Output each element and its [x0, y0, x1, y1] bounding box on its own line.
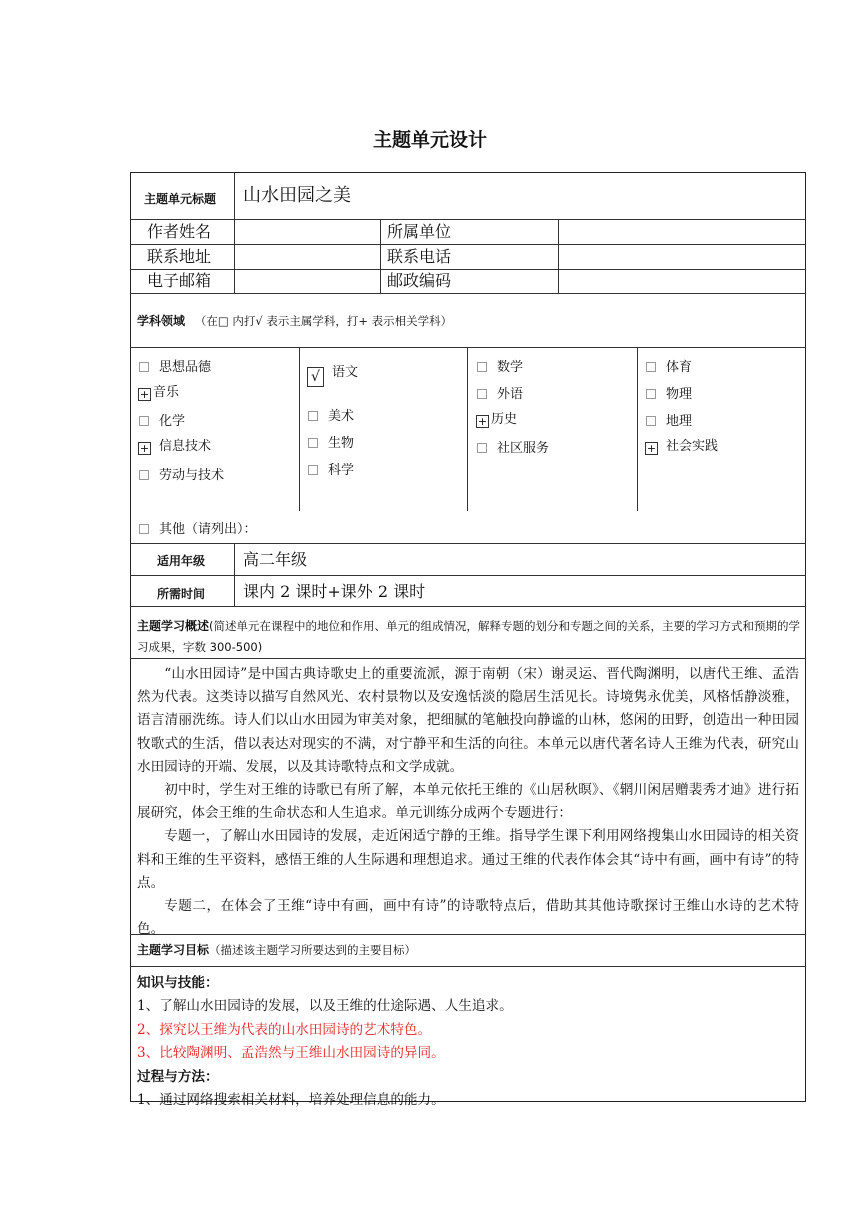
col-divider: [234, 172, 235, 293]
subject-option[interactable]: [476, 413, 517, 428]
subject-other[interactable]: [139, 523, 257, 536]
subject-name: 思想品德: [159, 360, 212, 375]
checkbox-empty: [477, 389, 487, 399]
checkbox-plus: +: [646, 442, 657, 455]
subject-option[interactable]: [308, 410, 354, 423]
goals-hint: （描述该主题学习所要达到的主要目标）: [209, 943, 417, 957]
subject-name: 生物: [328, 436, 355, 451]
subject-option[interactable]: [307, 366, 358, 387]
phone-label: 联系电话: [387, 247, 452, 266]
row-divider: [130, 293, 806, 294]
affiliation-label: 所属单位: [387, 222, 452, 241]
checkbox-empty: [646, 389, 656, 399]
subject-name: 体育: [666, 360, 693, 375]
time-label: 所需时间: [157, 587, 206, 601]
subject-other-label: 其他（请列出）：: [159, 522, 257, 537]
checkbox-plus: +: [477, 415, 488, 428]
checkbox-empty: [308, 411, 318, 421]
checkbox-empty: [308, 465, 318, 475]
subject-option[interactable]: [139, 415, 185, 428]
goals-body: [137, 972, 799, 1112]
row-divider: [130, 966, 806, 967]
checkbox-empty: [646, 416, 656, 426]
time-value: 课内 2 课时+课外 2 课时: [243, 582, 426, 601]
document-title: 主题单元设计: [372, 129, 487, 151]
overview-header: [137, 616, 801, 658]
row-divider: [130, 269, 806, 270]
checkbox-empty: [646, 362, 656, 372]
grade-label: 适用年级: [157, 554, 206, 568]
checkbox-empty: [139, 362, 149, 372]
overview-paragraph: “山水田园诗”是中国古典诗歌史上的重要流派，源于南朝（宋）谢灵运、晋代陶渊明，以唐代王维、孟浩然为代表。这类诗以描写自然风光、农村景物以及安逸恬淡的隐居生活见长。诗境隽永优美，风格恬静淡雅，语言清丽洗练。诗人们以山水田园为审美对象，把细腻的笔触投向静谧的山林，悠闲的田野，创造出一种田园牧歌式的生活，借以表达对现实的不满，对宁静平和生活的向往。本单元以唐代著名诗人王维为代表，研究山水田园诗的开端、发展，以及其诗歌特点和文学成就。: [137, 666, 799, 775]
subject-option[interactable]: [139, 469, 224, 482]
subject-area-header: [137, 315, 452, 328]
subject-name: 信息技术: [159, 439, 212, 454]
col-divider: [299, 347, 300, 511]
checkbox-empty: [477, 362, 487, 372]
subject-option[interactable]: [645, 440, 718, 455]
row-divider: [130, 347, 806, 348]
goal-item-highlighted: 2、探究以王维为代表的山水田园诗的艺术特色。: [137, 1021, 432, 1038]
col-divider: [234, 543, 235, 606]
checkbox-plus: +: [139, 388, 150, 401]
overview-body: [137, 663, 799, 941]
subject-option[interactable]: [477, 442, 549, 455]
col-divider: [467, 347, 468, 511]
goal-item: 1、通过网络搜索相关材料，培养处理信息的能力。: [137, 1092, 445, 1109]
knowledge-heading: 知识与技能：: [137, 975, 219, 991]
row-divider: [130, 244, 806, 245]
subject-name: 化学: [159, 414, 186, 429]
checkbox-empty: [139, 416, 149, 426]
row-divider: [130, 543, 806, 544]
row-divider: [130, 219, 806, 220]
col-divider: [637, 347, 638, 511]
subject-name: 历史: [491, 412, 518, 427]
subject-option[interactable]: [646, 388, 692, 401]
subject-area-hint: （在□ 内打√ 表示主属学科，打+ 表示相关学科）: [194, 314, 453, 328]
subject-name: 外语: [497, 387, 524, 402]
subject-area-label: 学科领域: [137, 314, 186, 328]
subject-name: 科学: [328, 463, 355, 478]
subject-name: 地理: [666, 414, 693, 429]
overview-label: 主题学习概述: [137, 619, 210, 633]
unit-title-label: 主题单元标题: [144, 192, 217, 206]
row-divider: [130, 606, 806, 607]
checkbox-empty: [139, 470, 149, 480]
address-label: 联系地址: [147, 247, 212, 266]
goal-item-highlighted: 3、比较陶渊明、孟浩然与王维山水田园诗的异同。: [137, 1045, 445, 1062]
email-label: 电子邮箱: [147, 271, 212, 290]
process-heading: 过程与方法：: [137, 1068, 219, 1085]
subject-name: 物理: [666, 387, 693, 402]
postcode-label: 邮政编码: [387, 271, 452, 290]
checkbox-checked: √: [307, 367, 324, 387]
subject-option[interactable]: [308, 464, 354, 477]
unit-title-value: 山水田园之美: [243, 185, 351, 206]
checkbox-empty: [477, 443, 487, 453]
col-divider: [558, 219, 559, 293]
goal-item: 1、了解山水田园诗的发展，以及王维的仕途际遇、人生追求。: [137, 998, 513, 1015]
subject-name: 社会实践: [666, 439, 719, 454]
row-divider: [130, 658, 806, 659]
row-divider: [130, 575, 806, 576]
overview-hint: (简述单元在课程中的地位和作用、单元的组成情况，解释专题的划分和专题之间的关系，主要的学习方式和预期的学习成果，字数 300-500): [137, 619, 800, 654]
grade-value: 高二年级: [243, 550, 308, 569]
checkbox-empty: [139, 524, 149, 534]
overview-paragraph: 专题一，了解山水田园诗的发展，走近闲适宁静的王维。指导学生课下利用网络搜集山水田园诗的相关资料和王维的生平资料，感悟王维的人生际遇和理想追求。通过王维的代表作体会其“诗中有画，画中有诗”的特点。: [137, 828, 799, 891]
col-divider: [380, 219, 381, 293]
subject-name: 劳动与技术: [159, 468, 225, 483]
subject-name: 美术: [328, 409, 355, 424]
overview-paragraph: 初中时，学生对王维的诗歌已有所了解，本单元依托王维的《山居秋暝》、《辋川闲居赠裴秀才迪》进行拓展研究，体会王维的生命状态和人生追求。单元训练分成两个专题进行：: [137, 782, 799, 822]
checkbox-plus: +: [139, 442, 150, 455]
subject-name: 语文: [332, 365, 359, 380]
author-label: 作者姓名: [147, 222, 212, 241]
subject-option[interactable]: [646, 361, 692, 374]
checkbox-empty: [308, 438, 318, 448]
subject-option[interactable]: [646, 415, 692, 428]
subject-name: 数学: [497, 360, 524, 375]
subject-option[interactable]: [477, 361, 523, 374]
goals-header: [137, 944, 416, 957]
overview-paragraph: 专题二，在体会了王维“诗中有画，画中有诗”的诗歌特点后，借助其其他诗歌探讨王维山水诗的艺术特色。: [137, 898, 799, 938]
subject-name: 社区服务: [497, 441, 550, 456]
subject-option[interactable]: [477, 388, 523, 401]
subject-option[interactable]: [138, 440, 211, 455]
subject-name: 音乐: [153, 385, 180, 400]
subject-option[interactable]: [308, 437, 354, 450]
goals-label: 主题学习目标: [137, 943, 210, 957]
subject-option[interactable]: [139, 361, 211, 374]
subject-option[interactable]: [138, 386, 179, 401]
